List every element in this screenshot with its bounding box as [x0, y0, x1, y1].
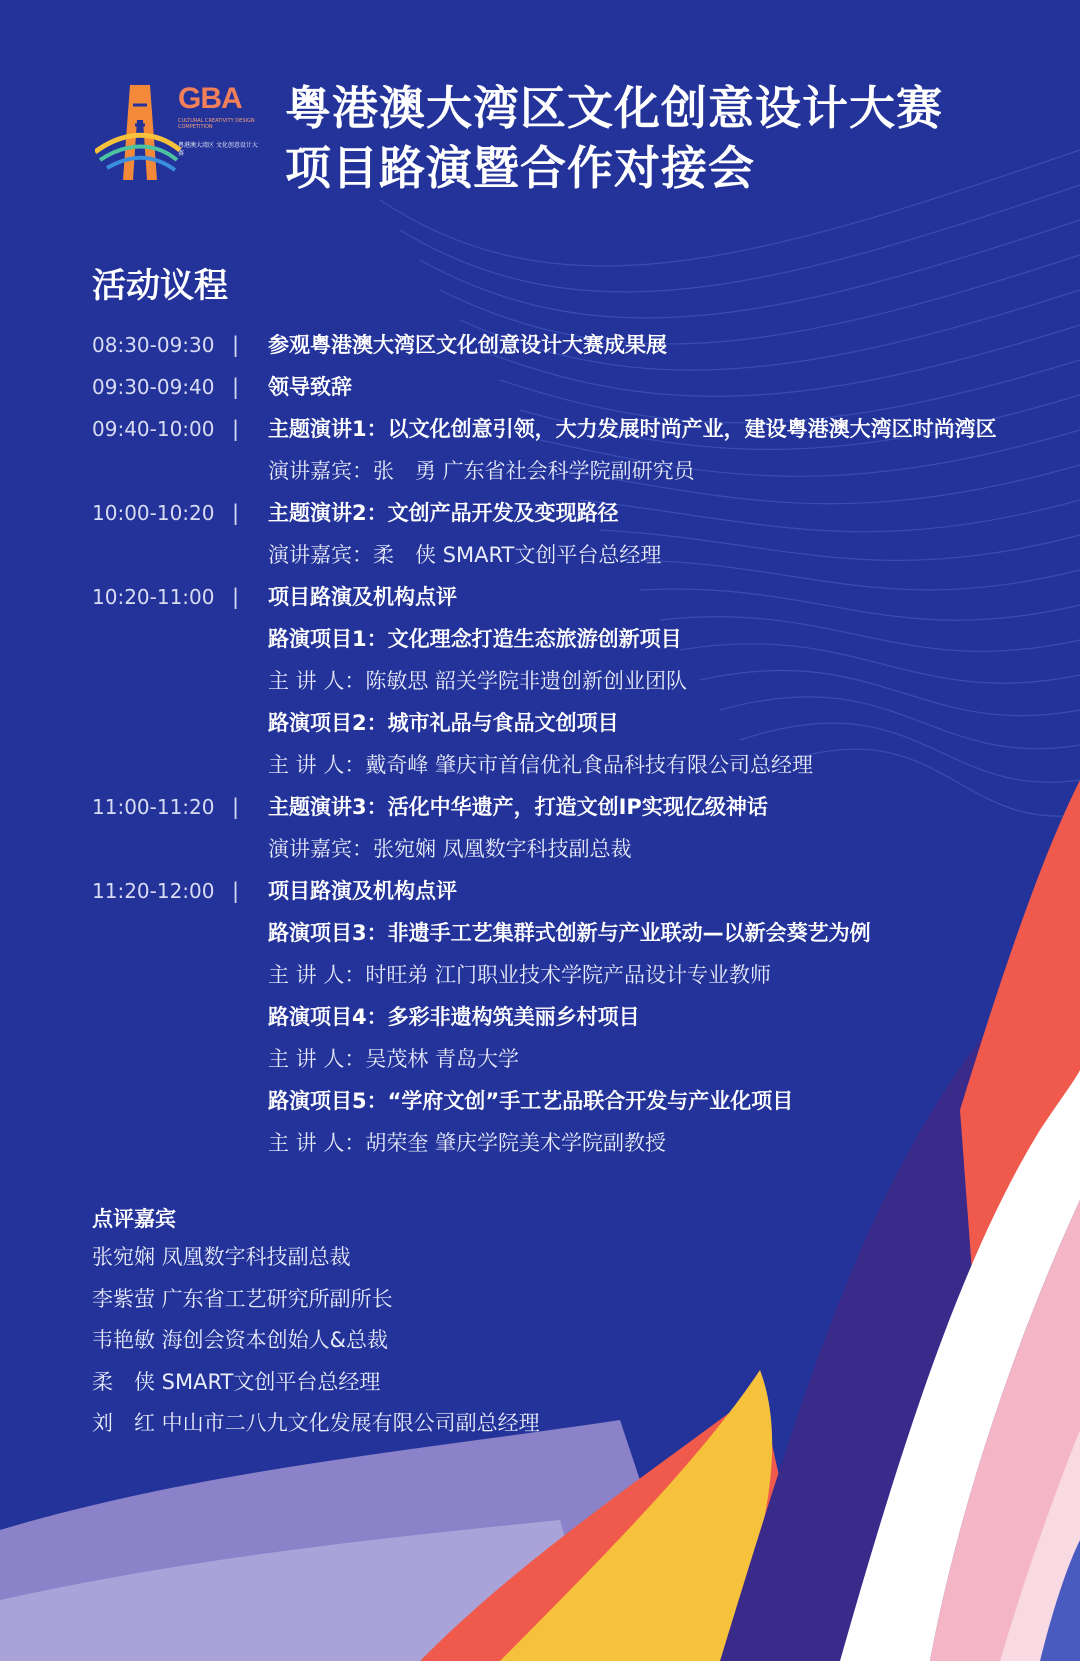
- agenda-list: [92, 324, 1052, 1164]
- agenda-time: 10:00-10:20: [92, 501, 215, 525]
- agenda-row: [92, 1038, 1052, 1080]
- agenda-row: [92, 912, 1052, 954]
- agenda-item-speaker: 演讲嘉宾：柔 侠 SMART文创平台总经理: [268, 543, 662, 567]
- agenda-row: [92, 324, 1052, 366]
- agenda-item-title: 领导致辞: [268, 375, 352, 399]
- agenda-separator: |: [232, 879, 240, 903]
- agenda-row: [92, 996, 1052, 1038]
- judge-item: 韦艳敏 海创会资本创始人&总裁: [92, 1328, 389, 1352]
- judge-item: 刘 红 中山市二八九文化发展有限公司副总经理: [92, 1411, 540, 1435]
- judge-item: 张宛娴 凤凰数字科技副总裁: [92, 1245, 351, 1269]
- agenda-row: [92, 786, 1052, 828]
- agenda-item-title: 主题演讲1：以文化创意引领，大力发展时尚产业，建设粤港澳大湾区时尚湾区: [268, 417, 997, 441]
- agenda-time: 10:20-11:00: [92, 585, 215, 609]
- agenda-item-title: 项目路演及机构点评: [268, 585, 457, 609]
- judges-list: [92, 1237, 540, 1445]
- title-line-1: 粤港澳大湾区文化创意设计大赛: [285, 81, 943, 135]
- agenda-item-title: 参观粤港澳大湾区文化创意设计大赛成果展: [268, 333, 667, 357]
- title-line-2: 项目路演暨合作对接会: [285, 141, 755, 195]
- agenda-item-speaker: 演讲嘉宾：张宛娴 凤凰数字科技副总裁: [268, 837, 632, 861]
- agenda-item-speaker: 演讲嘉宾：张 勇 广东省社会科学院副研究员: [268, 459, 695, 483]
- agenda-row: [92, 408, 1052, 450]
- agenda-item-title: 路演项目4：多彩非遗构筑美丽乡村项目: [268, 1005, 640, 1029]
- page-title: [285, 78, 943, 198]
- bridge-tower-icon: [95, 80, 185, 190]
- agenda-item-title: 路演项目2：城市礼品与食品文创项目: [268, 711, 619, 735]
- agenda-item-speaker: 主 讲 人：胡荣奎 肇庆学院美术学院副教授: [268, 1131, 667, 1155]
- agenda-row: [92, 450, 1052, 492]
- judges-heading: 点评嘉宾: [92, 1207, 176, 1231]
- agenda-item-title: 主题演讲3：活化中华遗产，打造文创IP实现亿级神话: [268, 795, 768, 819]
- agenda-time: 08:30-09:30: [92, 333, 215, 357]
- agenda-row: [92, 492, 1052, 534]
- agenda-row: [92, 702, 1052, 744]
- agenda-item-title: 主题演讲2：文创产品开发及变现路径: [268, 501, 619, 525]
- judge-item: 柔 侠 SMART文创平台总经理: [92, 1369, 381, 1394]
- agenda-row: [92, 1122, 1052, 1164]
- agenda-row: [92, 870, 1052, 912]
- agenda-item-speaker: 主 讲 人：陈敏思 韶关学院非遗创新创业团队: [268, 669, 688, 693]
- agenda-separator: |: [232, 585, 240, 609]
- agenda-item-title: 项目路演及机构点评: [268, 879, 457, 903]
- agenda-separator: |: [232, 795, 240, 819]
- agenda-item-speaker: 主 讲 人：戴奇峰 肇庆市首信优礼食品科技有限公司总经理: [268, 753, 814, 777]
- agenda-row: [92, 660, 1052, 702]
- agenda-row: [92, 618, 1052, 660]
- agenda-time: 11:20-12:00: [92, 879, 215, 903]
- agenda-item-speaker: 主 讲 人：时旺弟 江门职业技术学院产品设计专业教师: [268, 963, 772, 987]
- agenda-item-title: 路演项目3：非遗手工艺集群式创新与产业联动—以新会葵艺为例: [268, 921, 871, 945]
- agenda-separator: |: [232, 501, 240, 525]
- agenda-separator: |: [232, 333, 240, 357]
- agenda-heading: 活动议程: [92, 266, 228, 306]
- logo-subtitle-cn: 粤港澳大湾区 文化创意设计大赛: [178, 142, 258, 157]
- agenda-separator: |: [232, 417, 240, 441]
- agenda-item-title: 路演项目5：“学府文创”手工艺品联合开发与产业化项目: [268, 1089, 794, 1113]
- agenda-row: [92, 1080, 1052, 1122]
- agenda-row: [92, 534, 1052, 576]
- agenda-row: [92, 366, 1052, 408]
- agenda-item-title: 路演项目1：文化理念打造生态旅游创新项目: [268, 627, 682, 651]
- agenda-separator: |: [232, 375, 240, 399]
- agenda-item-speaker: 主 讲 人：吴茂林 青岛大学: [268, 1047, 520, 1071]
- agenda-row: [92, 954, 1052, 996]
- logo-subtitle-en: CULTURAL CREATIVITY DESIGN COMPETITION: [178, 118, 255, 130]
- agenda-time: 09:30-09:40: [92, 375, 215, 399]
- agenda-time: 11:00-11:20: [92, 795, 215, 819]
- agenda-row: [92, 828, 1052, 870]
- judge-item: 李紫萤 广东省工艺研究所副所长: [92, 1286, 393, 1311]
- agenda-row: [92, 744, 1052, 786]
- agenda-time: 09:40-10:00: [92, 417, 215, 441]
- logo-wordmark: GBA: [178, 82, 242, 115]
- agenda-row: [92, 576, 1052, 618]
